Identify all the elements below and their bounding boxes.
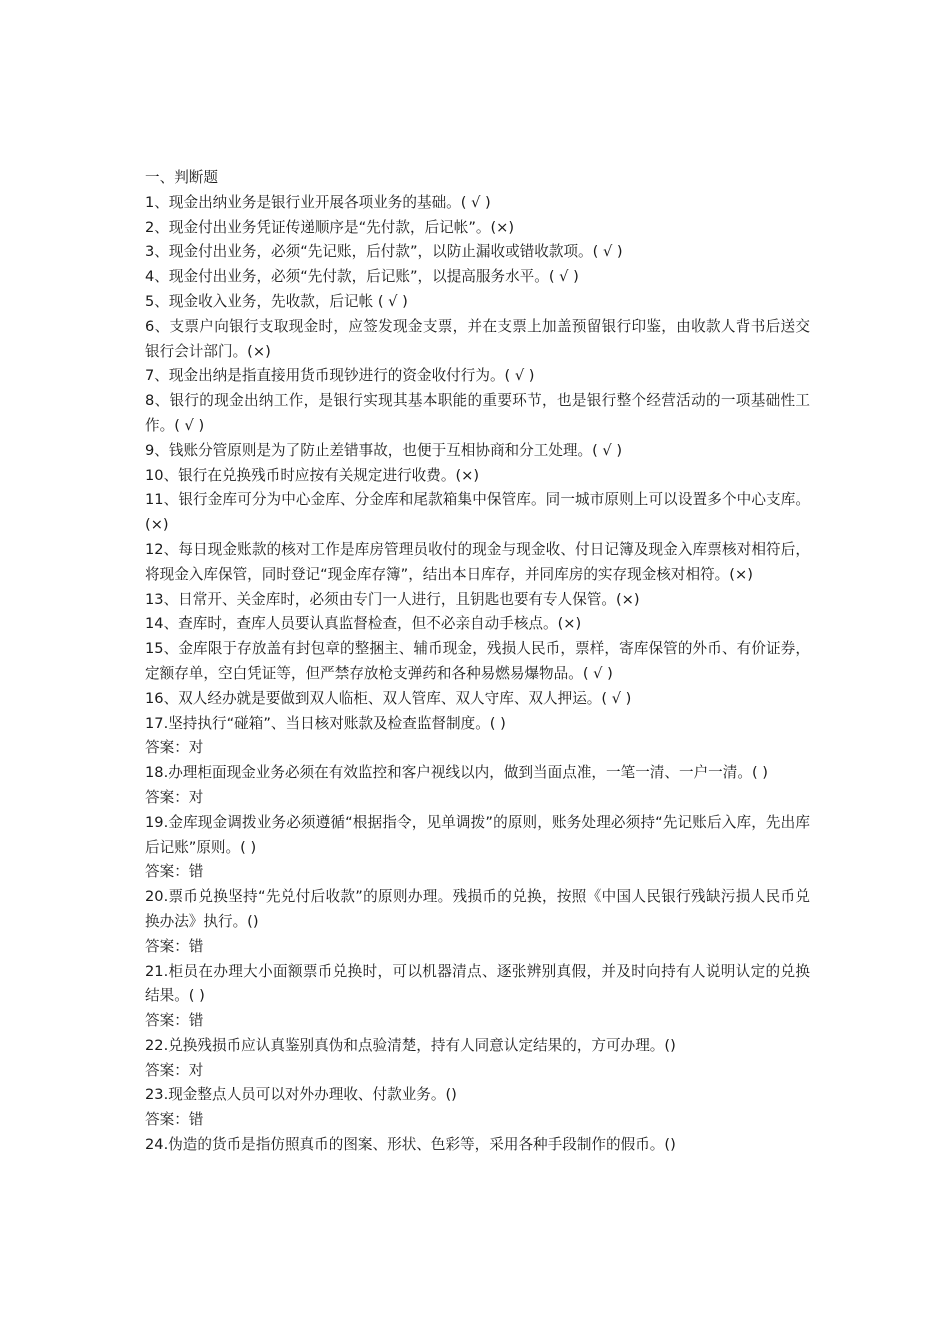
question-7: 7、现金出纳是指直接用货币现钞进行的资金收付行为。( √ ) — [145, 367, 535, 385]
answer-19: 答案：错 — [145, 863, 204, 881]
question-24: 24.伪造的货币是指仿照真币的图案、形状、色彩等，采用各种手段制作的假币。() — [145, 1136, 676, 1154]
question-8: 8、银行的现金出纳工作，是银行实现其基本职能的重要环节，也是银行整个经营活动的一项基础性工作。( √ ) — [145, 392, 810, 434]
document-body — [145, 166, 810, 1158]
question-14: 14、查库时，查库人员要认真监督检查，但不必亲自动手核点。(×) — [145, 615, 582, 633]
question-12: 12、每日现金账款的核对工作是库房管理员收付的现金与现金收、付日记簿及现金入库票核对相符后，将现金入库保管，同时登记“现金库存簿”，结出本日库存，并同库房的实存现金核对相符。(×) — [145, 540, 810, 583]
question-2: 2、现金付出业务凭证传递顺序是“先付款，后记帐”。(×) — [145, 218, 515, 236]
question-19: 19.金库现金调拨业务必须遵循“根据指令，见单调拨”的原则，账务处理必须持“先记账后入库，先出库后记账”原则。( ) — [145, 813, 810, 856]
answer-18: 答案：对 — [145, 788, 204, 806]
question-9: 9、钱账分管原则是为了防止差错事故，也便于互相协商和分工处理。( √ ) — [145, 441, 623, 459]
question-11: 11、银行金库可分为中心金库、分金库和尾款箱集中保管库。同一城市原则上可以设置多个中心支库。(×) — [145, 491, 810, 534]
answer-20: 答案：错 — [145, 937, 204, 955]
question-23: 23.现金整点人员可以对外办理收、付款业务。() — [145, 1086, 457, 1104]
question-10: 10、银行在兑换残币时应按有关规定进行收费。(×) — [145, 466, 480, 484]
answer-23: 答案：错 — [145, 1111, 204, 1129]
question-20: 20.票币兑换坚持“先兑付后收款”的原则办理。残损币的兑换，按照《中国人民银行残缺污损人民币兑换办法》执行。() — [145, 888, 810, 930]
question-17: 17.坚持执行“碰箱”、当日核对账款及检查监督制度。( ) — [145, 714, 506, 732]
section-title: 一、判断题 — [145, 169, 218, 186]
question-16: 16、双人经办就是要做到双人临柜、双人管库、双人守库、双人押运。( √ ) — [145, 689, 632, 707]
question-6: 6、支票户向银行支取现金时，应签发现金支票，并在支票上加盖预留银行印鉴，由收款人背书后送交银行会计部门。(×) — [145, 317, 810, 360]
question-15: 15、金库限于存放盖有封包章的整捆主、辅币现金，残损人民币，票样，寄库保管的外币、有价证券，定额存单，空白凭证等，但严禁存放枪支弹药和各种易燃易爆物品。( √ ) — [145, 640, 810, 682]
question-21: 21.柜员在办理大小面额票币兑换时，可以机器清点、逐张辨别真假，并及时向持有人说明认定的兑换结果。( ) — [145, 962, 810, 1005]
answer-17: 答案：对 — [145, 739, 204, 757]
question-22: 22.兑换残损币应认真鉴别真伪和点验清楚，持有人同意认定结果的，方可办理。() — [145, 1036, 676, 1054]
answer-21: 答案：错 — [145, 1012, 204, 1030]
question-4: 4、现金付出业务，必须“先付款，后记账”，以提高服务水平。( √ ) — [145, 268, 579, 286]
answer-22: 答案：对 — [145, 1061, 204, 1079]
question-13: 13、日常开、关金库时，必须由专门一人进行，且钥匙也要有专人保管。(×) — [145, 590, 640, 608]
question-18: 18.办理柜面现金业务必须在有效监控和客户视线以内，做到当面点准，一笔一清、一户一清。( ) — [145, 764, 768, 782]
question-1: 1、现金出纳业务是银行业开展各项业务的基础。( √ ) — [145, 193, 491, 211]
question-3: 3、现金付出业务，必须“先记账，后付款”，以防止漏收或错收款项。( √ ) — [145, 243, 623, 261]
question-5: 5、现金收入业务，先收款，后记帐 ( √ ) — [145, 292, 408, 310]
